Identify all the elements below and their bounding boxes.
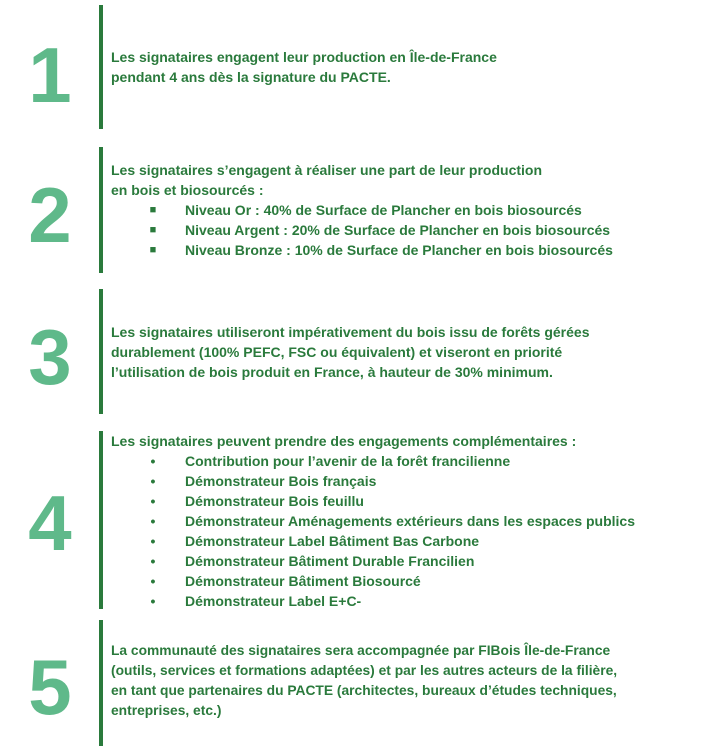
commitment-text — [111, 641, 617, 721]
dot-bullet-icon: • — [150, 493, 156, 509]
square-bullet-icon: ■ — [149, 204, 157, 216]
list-item: ■ Niveau Argent : 20% de Surface de Plancher en bois biosourcés — [111, 220, 613, 240]
text-line: Les signataires s’engagent à réaliser une part de leur production — [111, 162, 543, 178]
dot-bullet-icon: • — [150, 513, 156, 529]
dot-bullet-icon: • — [150, 553, 156, 569]
list-item: • Démonstrateur Aménagements extérieurs dans les espaces publics — [111, 511, 635, 531]
text-line: La communauté des signataires sera accompagnée par FIBois Île-de-France — [111, 643, 611, 658]
text-line: entreprises, etc.) — [111, 703, 222, 718]
list-item: • Contribution pour l’avenir de la forêt francilienne — [111, 451, 635, 471]
text-line: Les signataires utiliseront impérativement du bois issu de forêts gérées — [111, 324, 590, 340]
square-bullet-icon: ■ — [149, 244, 157, 256]
text-line: l’utilisation de bois produit en France, à hauteur de 30% minimum. — [111, 364, 553, 380]
list-item: ■ Niveau Or : 40% de Surface de Plancher en bois biosourcés — [111, 200, 613, 220]
list-item: ■ Niveau Bronze : 10% de Surface de Plancher en bois biosourcés — [111, 240, 613, 260]
commitment-number: 3 — [28, 313, 72, 401]
text-line: durablement (100% PEFC, FSC ou équivalent) et viseront en priorité — [111, 344, 563, 360]
list-item: • Démonstrateur Bâtiment Durable Francilien — [111, 551, 635, 571]
commitment-number: 5 — [28, 643, 72, 731]
square-bullet-icon: ■ — [149, 224, 157, 236]
text-line: en bois et biosourcés : — [111, 182, 264, 198]
divider-bar — [99, 620, 103, 746]
dot-bullet-icon: • — [150, 573, 156, 589]
dot-bullet-icon: • — [150, 533, 156, 549]
dot-bullet-icon: • — [150, 593, 156, 609]
text-line: pendant 4 ans dès la signature du PACTE. — [111, 69, 391, 85]
list-item: • Démonstrateur Bâtiment Biosourcé — [111, 571, 635, 591]
commitment-number: 1 — [28, 31, 72, 119]
list-item: • Démonstrateur Bois français — [111, 471, 635, 491]
list-item: • Démonstrateur Bois feuillu — [111, 491, 635, 511]
list-item: • Démonstrateur Label E+C- — [111, 591, 635, 611]
commitment-number: 4 — [28, 479, 72, 567]
commitment-number: 2 — [28, 171, 72, 259]
text-line: (outils, services et formations adaptées) et par les autres acteurs de la filière, — [111, 663, 618, 678]
list-item: • Démonstrateur Label Bâtiment Bas Carbone — [111, 531, 635, 551]
text-line: Les signataires engagent leur production en Île-de-France — [111, 49, 497, 65]
text-line: en tant que partenaires du PACTE (architectes, bureaux d’études techniques, — [111, 683, 617, 698]
text-line: Les signataires peuvent prendre des engagements complémentaires : — [111, 433, 577, 449]
dot-bullet-icon: • — [150, 453, 156, 469]
dot-bullet-icon: • — [150, 473, 156, 489]
